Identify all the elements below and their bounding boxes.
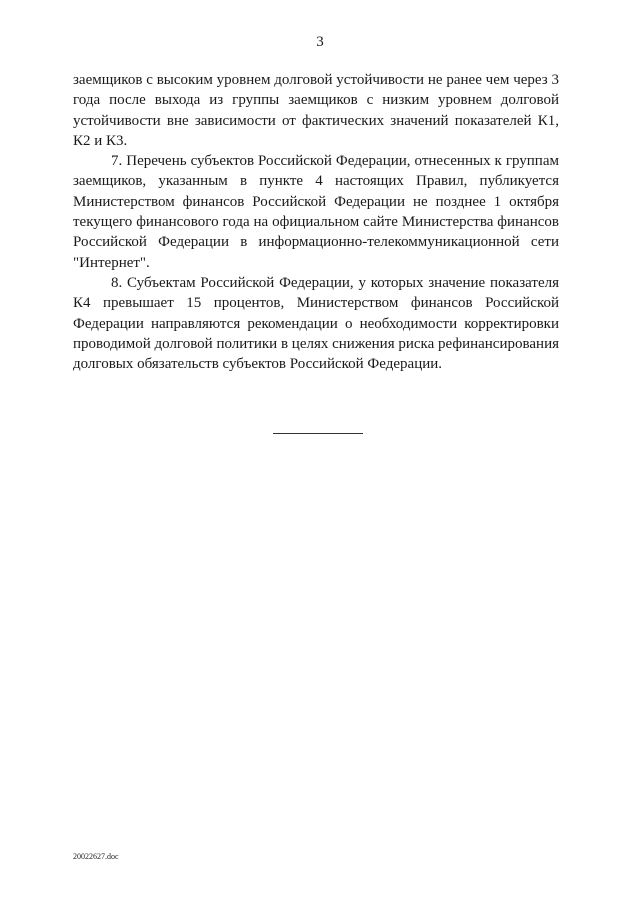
end-divider-line — [273, 433, 363, 434]
page-number: 3 — [316, 34, 324, 50]
document-body — [73, 70, 559, 374]
paragraph-item-8: 8. Субъектам Российской Федерации, у которых значение показателя К4 превышает 15 процентов, Министерством финансов Российской Федерации направляются рекомендации о необходимости корректировки проводимой долговой политики в целях снижения риска рефинансирования долговых обязательств субъектов Российской Федерации. — [73, 274, 559, 373]
paragraph-item-7: 7. Перечень субъектов Российской Федерации, отнесенных к группам заемщиков, указанным в пункте 4 настоящих Правил, публикуется Министерством финансов Российской Федерации не позднее 1 октября текущего финансового года на официальном сайте Министерства финансов Российской Федерации в информационно-телекоммуникационной сети "Интернет". — [73, 153, 559, 271]
paragraph-continuation: заемщиков с высоким уровнем долговой устойчивости не ранее чем через 3 года после выхода из группы заемщиков с низким уровнем долговой устойчивости вне зависимости от фактических значений показателей К1, К2 и К3. — [73, 72, 559, 149]
footer-filename: 20022627.doc — [73, 852, 119, 861]
